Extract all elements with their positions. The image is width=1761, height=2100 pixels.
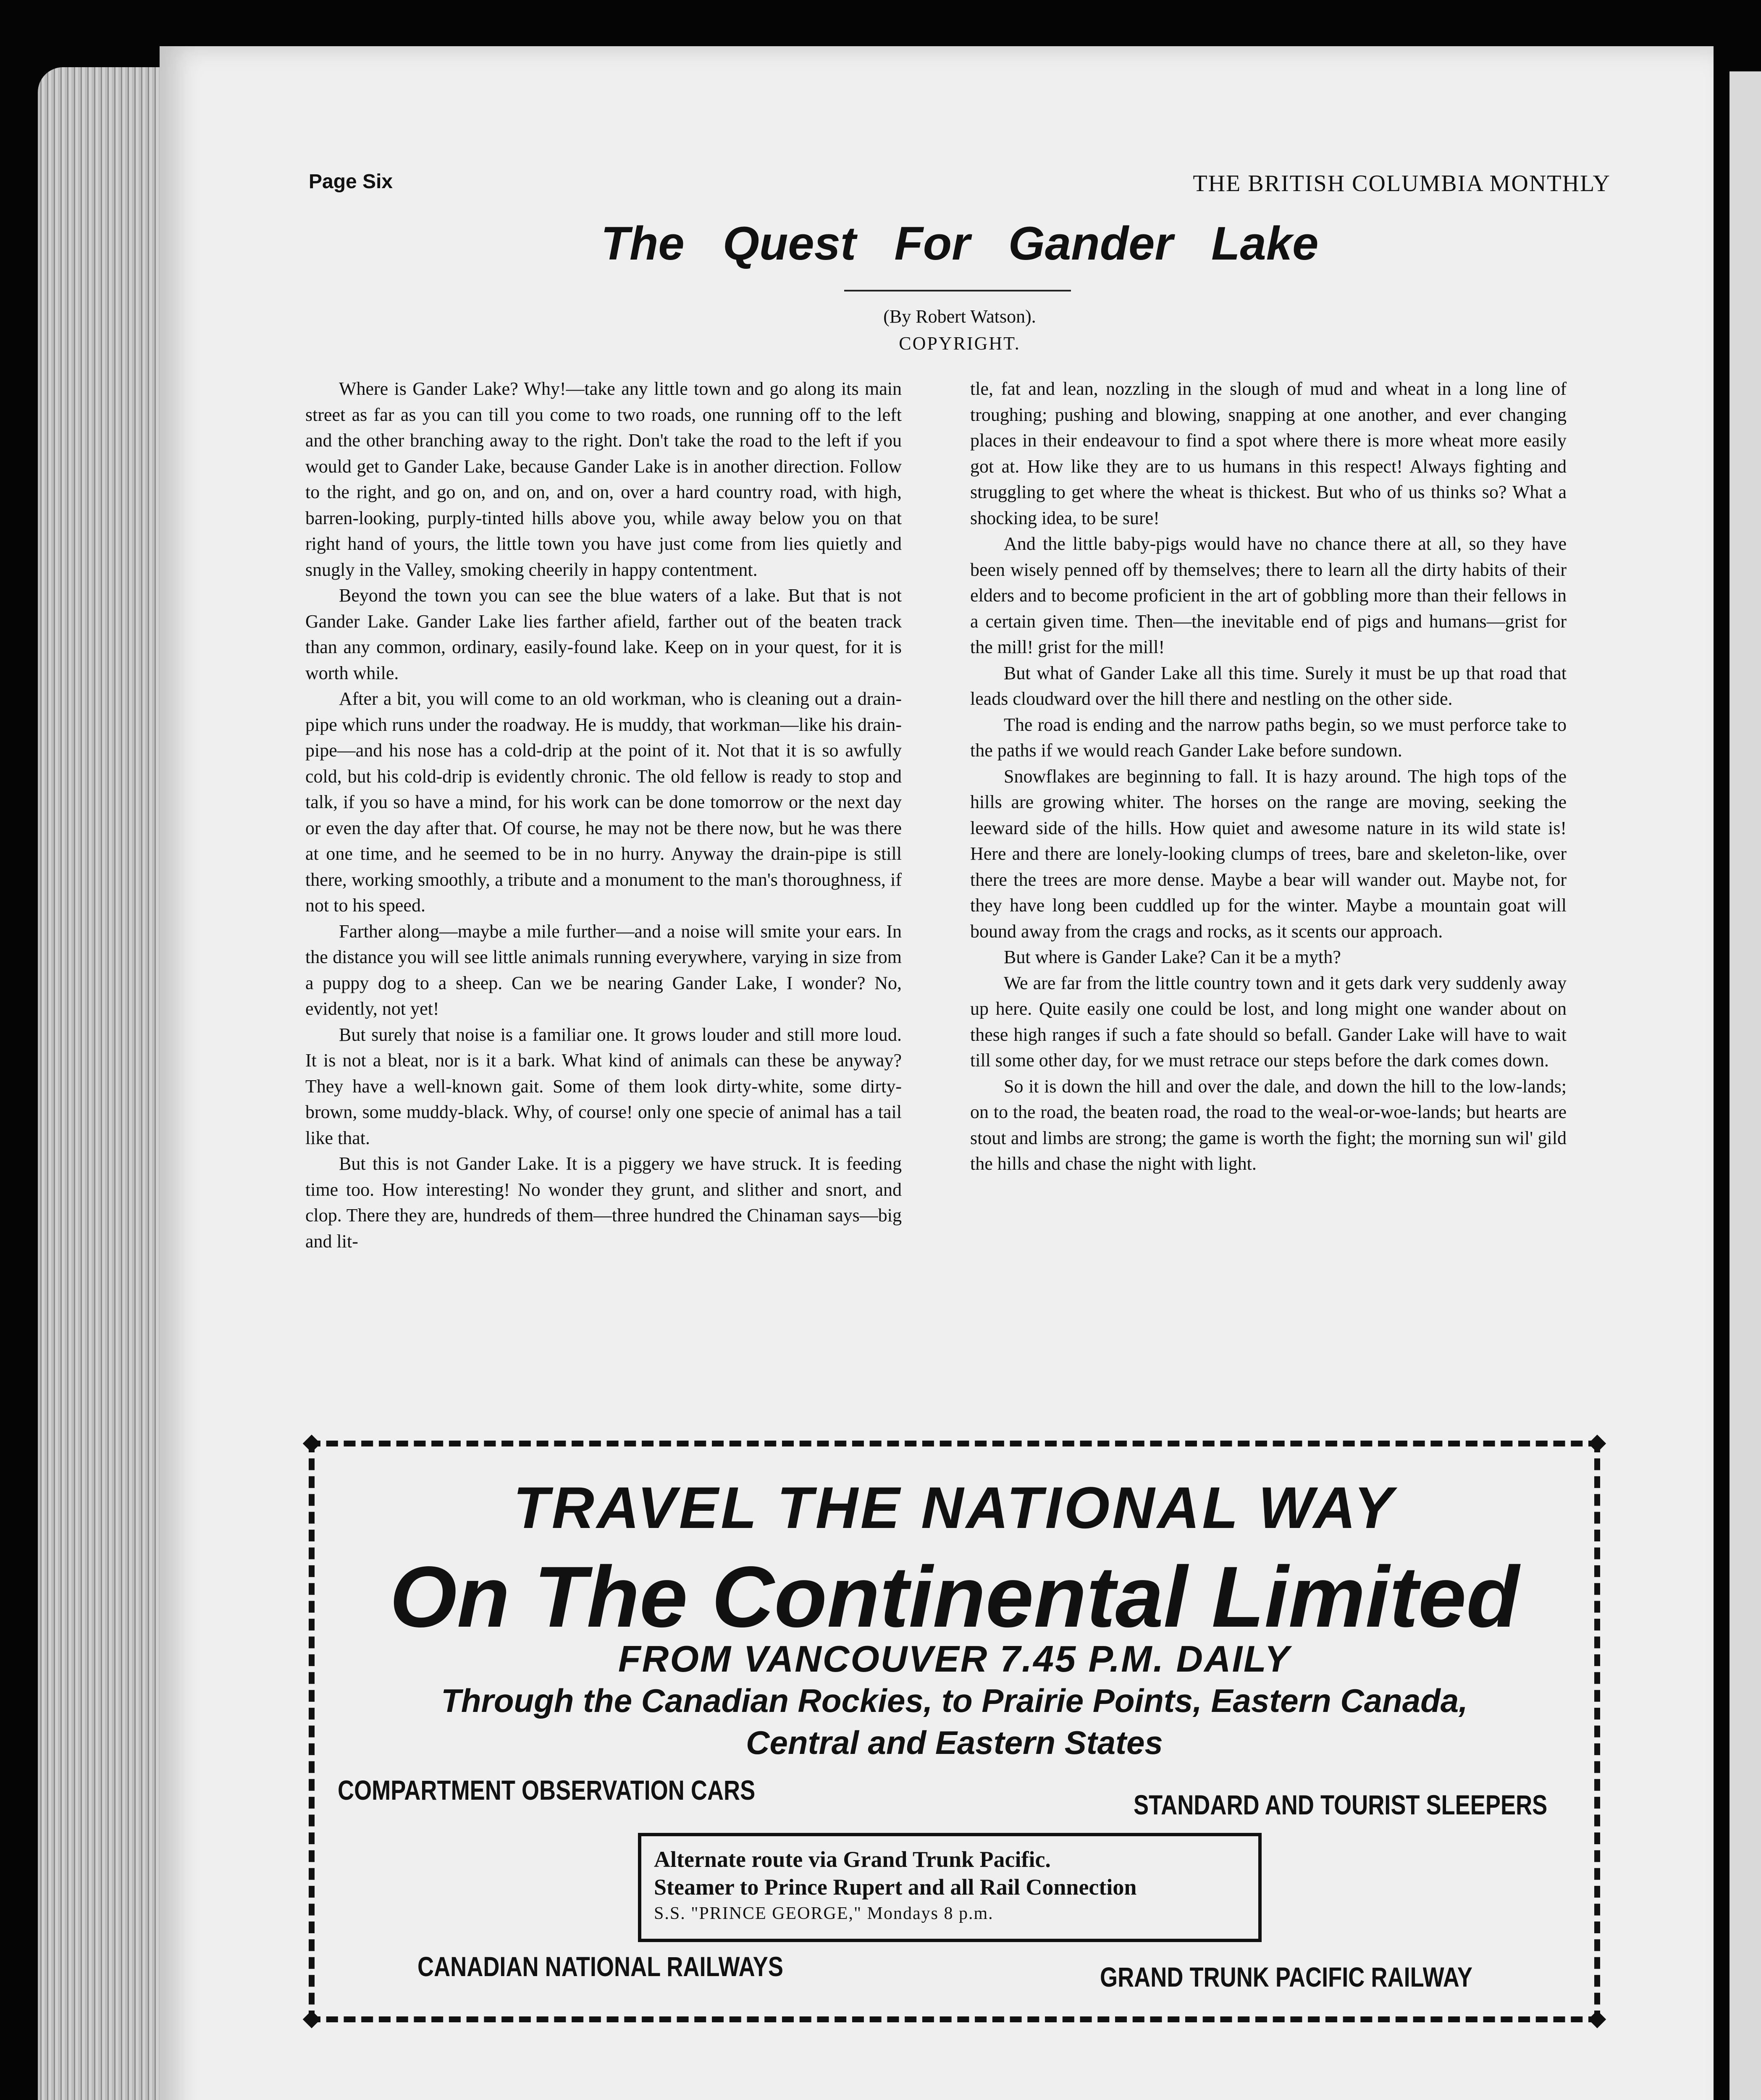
page-header <box>309 170 1611 204</box>
railway-advertisement <box>309 1441 1600 2022</box>
paragraph: After a bit, you will come to an old workman, who is cleaning out a drain-pipe which runs under the roadway. He is muddy, that workman—like his drain-pipe—and his nose has a cold-drip at the point of it. Not that it is so awfully cold, but his cold-drip is evidently chronic. The old fellow is ready to stop and talk, if you so have a mind, for his work can be done tomorrow or the next day or even the day after that. Of course, he may not be there now, but he was there at one time, and he seemed to be in no hurry. Anyway the drain-pipe is still there, working smoothly, a tribute and a monument to the man's thoroughness, if not to his speed. <box>305 688 902 916</box>
ad-box-line: Steamer to Prince Rupert and all Rail Connection <box>654 1874 1137 1900</box>
ad-train-name: On The Continental Limited <box>389 1549 1520 1645</box>
paragraph: So it is down the hill and over the dale, and down the hill to the low-lands; on to the road, the beaten road, the road to the weal-or-woe-lands; but hearts are stout and limbs are strong; the game is worth the fight; the morning sun wil' gild the hills and chase the night with light. <box>970 1076 1567 1174</box>
ad-sleepers: STANDARD AND TOURIST SLEEPERS <box>1134 1789 1548 1820</box>
paragraph: And the little baby-pigs would have no chance there at all, so they have been wisely penned off by themselves; there to learn all the dirty habits of their elders and to become proficient in the art of gobbling more than their fellows in a certain given time. Then—the inevitable end of pigs and humans—grist for the mill! grist for the mill! <box>970 533 1567 657</box>
paragraph: tle, fat and lean, nozzling in the slough of mud and wheat in a long line of troughing; pushing and blowing, snapping at one another, and ever changing places in their endeavour to find a spot where there is more wheat more easily got at. How like they are to us humans in this respect! Always fighting and struggling to get where the wheat is thickest. But who of us thinks so? What a shocking idea, to be sure! <box>970 378 1567 528</box>
paragraph: But where is Gander Lake? Can it be a myth? <box>1004 947 1341 967</box>
book-page-edges <box>38 67 172 2100</box>
ad-box-line: Alternate route via Grand Trunk Pacific. <box>654 1847 1051 1872</box>
facing-page-edge <box>1730 71 1761 2100</box>
ad-headline: TRAVEL THE NATIONAL WAY <box>513 1475 1396 1541</box>
article-column-left <box>305 376 902 1254</box>
paragraph: Where is Gander Lake? Why!—take any little town and go along its main street as far as you can till you come to two roads, one running off to the left and the other branching away to the right. Don't take the road to the left if you would get to Gander Lake, because Gander Lake is in another direction. Follow to the right, and go on, and on, and on, over a hard country road, with high, barren-looking, purply-tinted hills above you, while away below you on that right hand of yours, the little town you have just come from lies quietly and snugly in the Valley, smoking cheerily in happy contentment. <box>305 378 902 580</box>
paragraph: But what of Gander Lake all this time. Surely it must be up that road that leads cloudward over the hill there and nestling on the other side. <box>970 662 1567 709</box>
paragraph: But surely that noise is a familiar one. It grows louder and still more loud. It is not a bleat, nor is it a bark. What kind of animals can these be anyway? They have a well-known gait. Some of them look dirty-white, some dirty-brown, some muddy-black. Why, of course! only one specie of animal has a tail like that. <box>305 1024 902 1148</box>
ad-alternate-route-box <box>638 1833 1262 1942</box>
article-title: The Quest For Gander Lake <box>601 217 1319 270</box>
paragraph: Farther along—maybe a mile further—and a noise will smite your ears. In the distance you will see little animals running everywhere, varying in size from a puppy dog to a sheep. Can we be nearing Gander Lake, I wonder? No, evidently, not yet! <box>305 921 902 1019</box>
copyright-notice: COPYRIGHT. <box>899 333 1021 354</box>
magazine-title: THE BRITISH COLUMBIA MONTHLY <box>1193 171 1611 197</box>
paragraph: But this is not Gander Lake. It is a piggery we have struck. It is feeding time too. How interesting! No wonder they grunt, and slither and snort, and clop. There they are, hundreds of them—three hundred the Chinaman says—big and lit- <box>305 1153 902 1252</box>
paragraph: We are far from the little country town and it gets dark very suddenly away up here. Quite easily one could be lost, and long might one wander about on these high ranges if such a fate should so befall. Gander Lake will have to wait till some other day, for we must retrace our steps before the dark comes down. <box>970 972 1567 1071</box>
ad-railway-left: CANADIAN NATIONAL RAILWAYS <box>417 1951 783 1982</box>
article-column-right <box>970 376 1567 1177</box>
paragraph: Beyond the town you can see the blue waters of a lake. But that is not Gander Lake. Gander Lake lies farther afield, farther out of the beaten track than any common, ordinary, easily-found lake. Keep on in your quest, for it is worth while. <box>305 585 902 683</box>
ad-route-line2: Central and Eastern States <box>746 1724 1163 1761</box>
ad-railway-right: GRAND TRUNK PACIFIC RAILWAY <box>1100 1961 1472 1992</box>
ad-departure: FROM VANCOUVER 7.45 P.M. DAILY <box>618 1638 1291 1680</box>
paragraph: Snowflakes are beginning to fall. It is hazy around. The high tops of the hills are growing whiter. The horses on the range are moving, seeking the leeward side of the hills. How quiet and awesome nature in its wild state is! Here and there are lonely-looking clumps of trees, bare and skeleton-like, over there the trees are more dense. Maybe a bear will wander out. Maybe not, for they have long been cuddled up for the winter. Maybe a mountain goat will bound away from the crags and rocks, as it scents our approach. <box>970 766 1567 942</box>
ad-route-line1: Through the Canadian Rockies, to Prairie Points, Eastern Canada, <box>441 1682 1468 1719</box>
ad-box-line: S.S. "PRINCE GEORGE," Mondays 8 p.m. <box>654 1904 994 1923</box>
article-byline: (By Robert Watson). <box>883 306 1036 327</box>
paragraph: The road is ending and the narrow paths begin, so we must perforce take to the paths if we would reach Gander Lake before sundown. <box>970 714 1567 761</box>
title-rule <box>844 290 1071 291</box>
page-number: Page Six <box>309 171 393 193</box>
ad-compartment-cars: COMPARTMENT OBSERVATION CARS <box>338 1774 756 1806</box>
